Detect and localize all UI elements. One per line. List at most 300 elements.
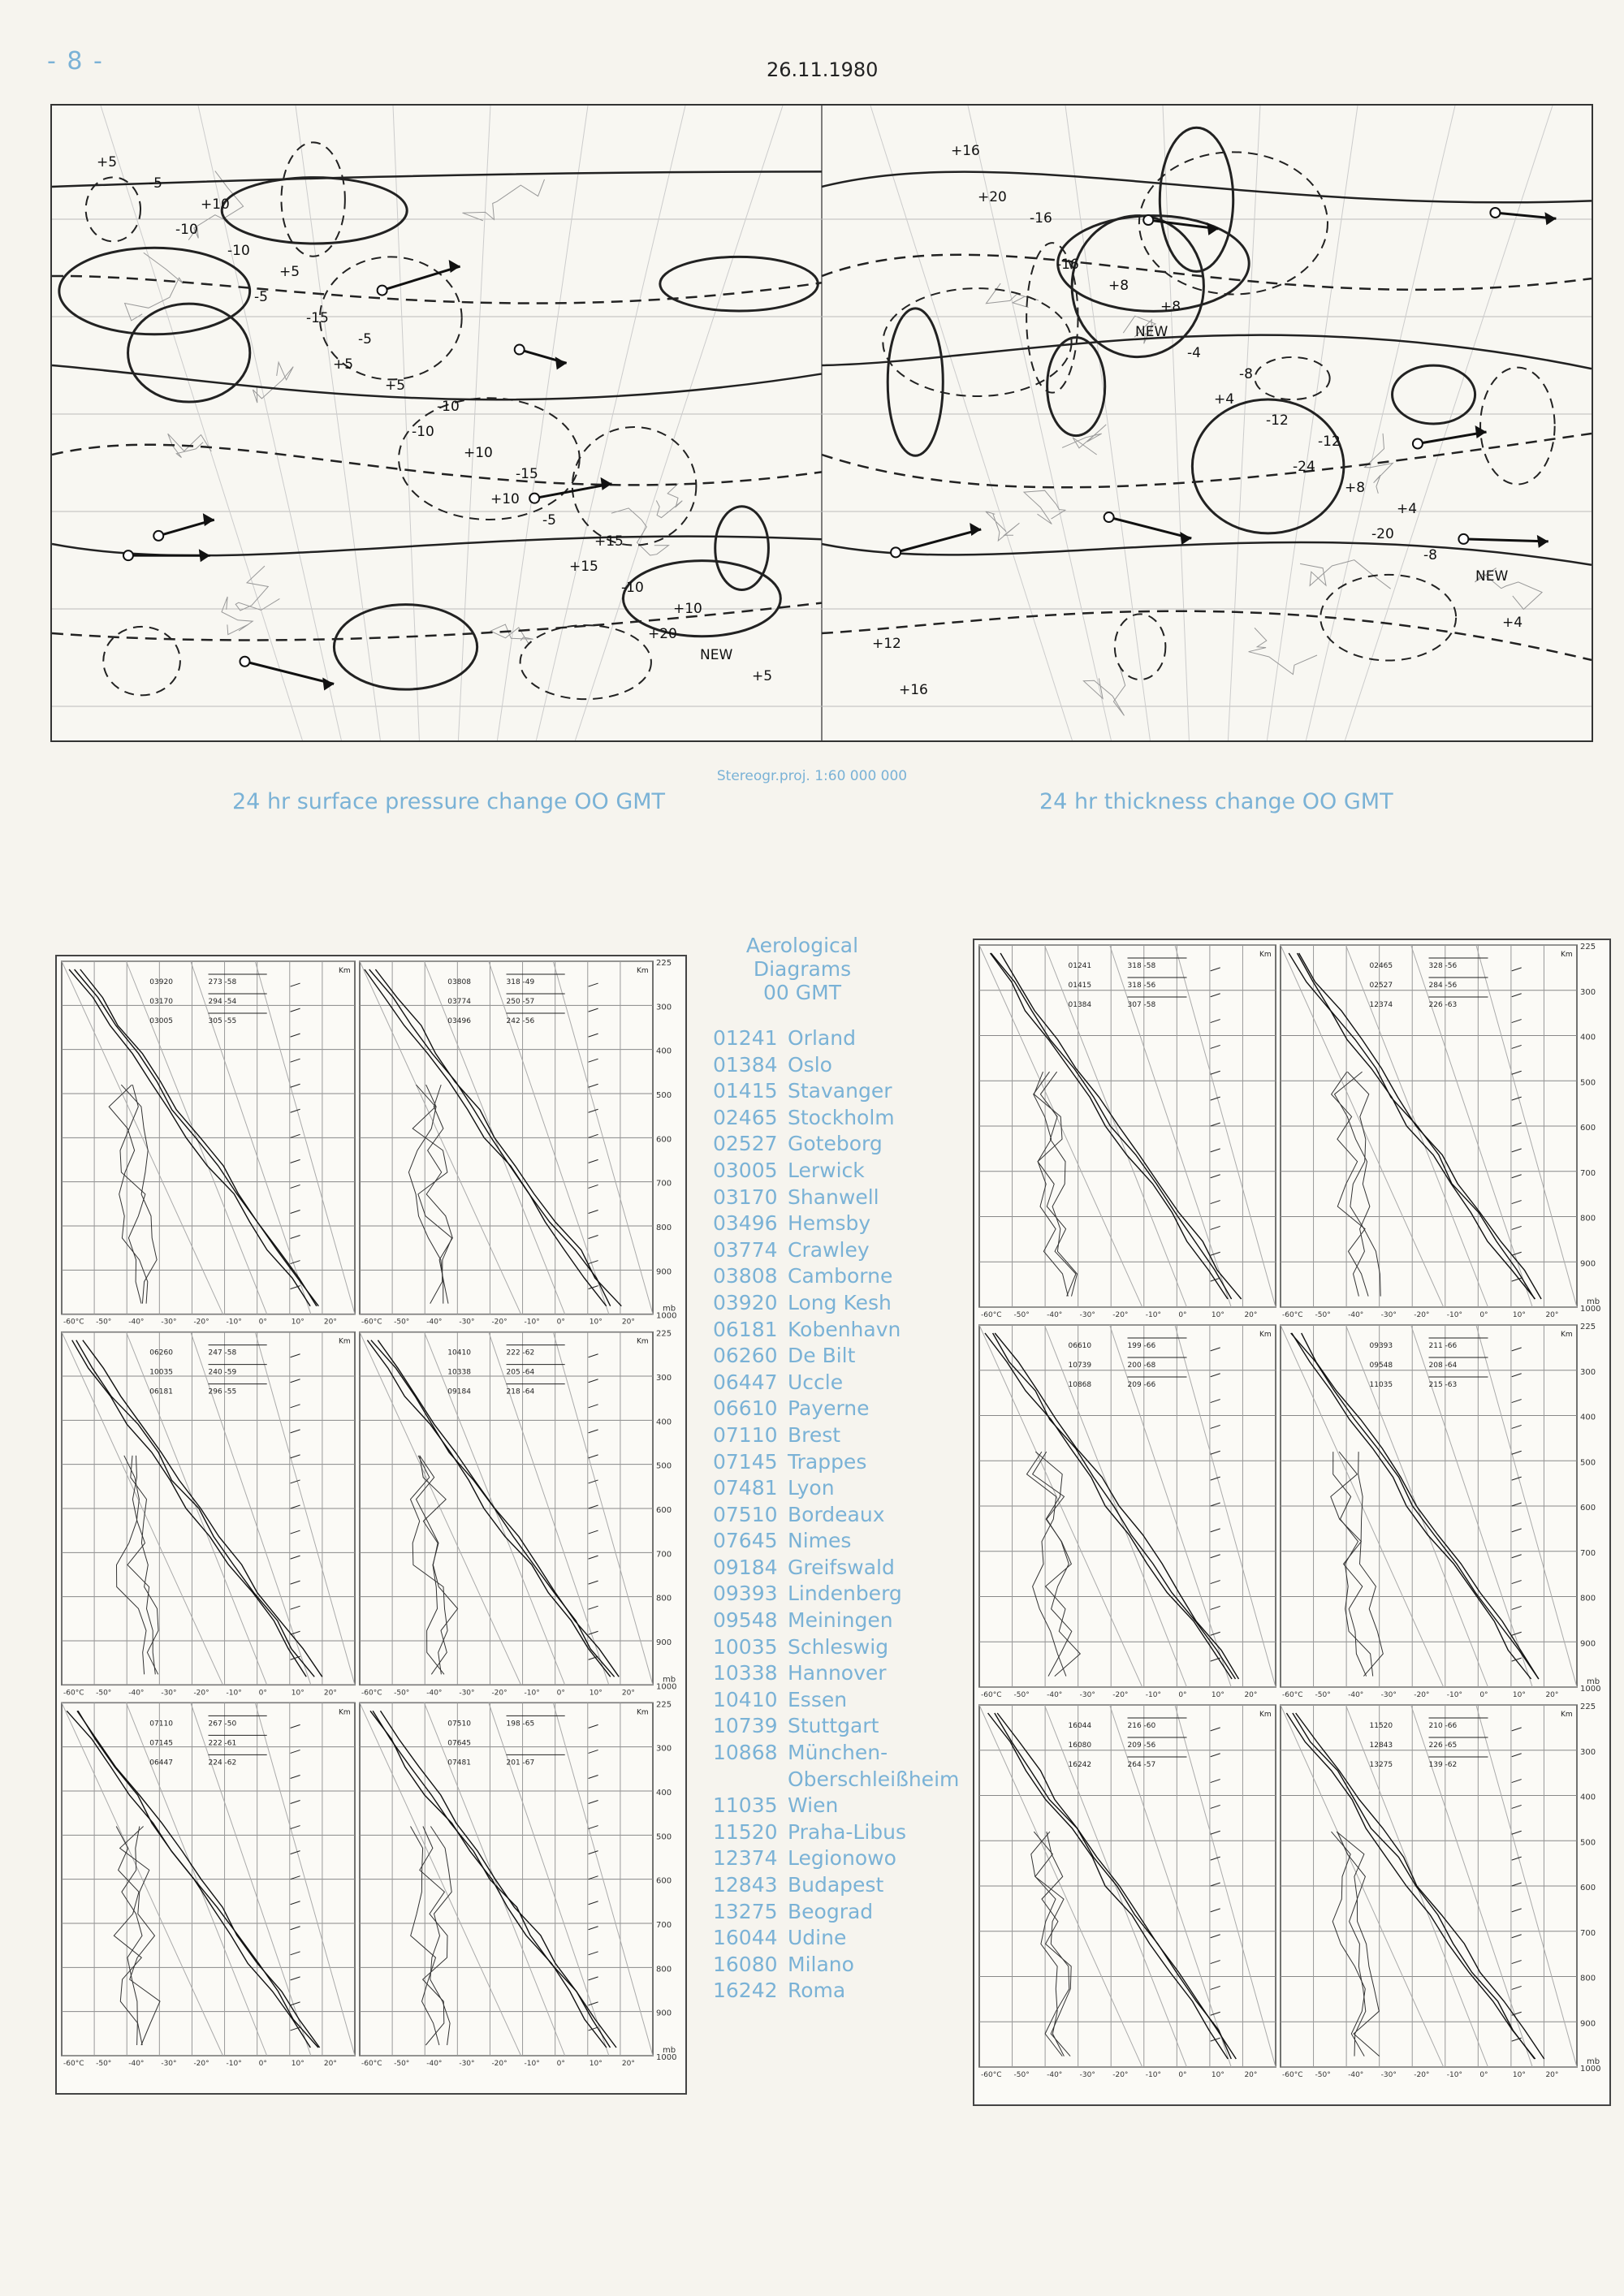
movement-arrow [1463, 539, 1548, 542]
wind-barb [1211, 1477, 1220, 1480]
station-name: Long Kesh [788, 1290, 892, 1314]
map-value-label: +5 [385, 378, 406, 394]
temperature-tick-label: 0° [1479, 2071, 1488, 2079]
map-value-label: -20 [1371, 526, 1394, 542]
aerological-panel [360, 1330, 676, 1698]
movement-arrow [244, 662, 334, 684]
temperature-tick-label: -20° [491, 2060, 508, 2068]
dewpoint-profile [1033, 1452, 1072, 1677]
temperature-tick-label: 20° [1244, 1311, 1258, 1319]
temperature-tick-label: -40° [426, 1318, 443, 1327]
wind-barb [291, 1354, 300, 1357]
temperature-tick-label: 10° [1211, 1691, 1224, 1699]
km-axis-label: Km [637, 1337, 649, 1346]
pressure-tick-label: 400 [1580, 1033, 1596, 1042]
tropopause-value: 201 -67 [506, 1759, 535, 1767]
map-value-label: +15 [594, 533, 624, 550]
station-row [713, 1581, 957, 1608]
map-value-label: -10 [412, 424, 434, 440]
coastline [222, 597, 253, 635]
pressure-tick-label: 400 [1580, 1413, 1596, 1422]
temperature-tick-label: -10° [226, 1689, 242, 1698]
temperature-tick-label: -60°C [63, 1689, 84, 1698]
station-code: 09548 [713, 1608, 778, 1633]
negative-isopleth [572, 427, 697, 546]
station-code: 11035 [713, 1793, 778, 1818]
wind-barb [1211, 1606, 1220, 1609]
wind-barb [1512, 1252, 1522, 1255]
wind-barb [1512, 1045, 1522, 1048]
map-value-label: -5 [254, 289, 268, 305]
negative-isopleth [1480, 368, 1555, 485]
station-name: Crawley [788, 1237, 870, 1262]
station-row [713, 1925, 957, 1952]
station-code: 10868 [713, 1741, 778, 1765]
wind-barb [1512, 1754, 1522, 1757]
positive-isopleth [128, 304, 250, 402]
coastline [463, 179, 545, 221]
panel-station-code: 12374 [1369, 1001, 1393, 1009]
panel-station-code: 07110 [149, 1720, 173, 1728]
map-value-label: -12 [1266, 412, 1289, 429]
km-axis-label: Km [339, 967, 351, 975]
wind-barb [589, 1505, 598, 1508]
station-list [713, 1025, 960, 2005]
panel-station-code: 10739 [1068, 1362, 1092, 1370]
temperature-tick-label: -30° [1079, 1691, 1095, 1699]
aerological-panel [62, 961, 355, 1327]
pressure-tick-label: 300 [656, 1744, 672, 1754]
panel-station-code: 06260 [149, 1349, 173, 1357]
temperature-tick-label: 20° [1545, 1691, 1559, 1699]
temperature-tick-label: 0° [556, 2060, 565, 2068]
wind-barb [589, 1286, 598, 1289]
panel-station-code: 12843 [1369, 1741, 1393, 1750]
station-row [713, 1872, 957, 1899]
aerological-panel [979, 945, 1276, 1319]
map-value-label: -10 [437, 399, 460, 415]
pressure-tick-label: 800 [1580, 1594, 1596, 1603]
temperature-tick-label: -30° [1079, 2071, 1095, 2079]
wind-barb [589, 983, 598, 986]
station-code: 03496 [713, 1211, 778, 1236]
temperature-tick-label: -30° [1380, 2071, 1397, 2079]
thickness-change-caption: 24 hr thickness change OO GMT [1039, 789, 1393, 814]
dewpoint-profile [411, 1456, 448, 1675]
tropopause-value: 215 -63 [1428, 1381, 1458, 1389]
temperature-tick-label: -60°C [361, 1689, 382, 1698]
km-axis-label: Km [1259, 951, 1272, 959]
map-value-label: +15 [569, 559, 598, 575]
panel-station-code: 10410 [447, 1349, 471, 1357]
wind-barb [1512, 1503, 1522, 1506]
dewpoint-profile [1031, 1832, 1069, 2056]
wind-barb [589, 1530, 598, 1534]
wind-barb [291, 1876, 300, 1880]
station-name: Nimes [788, 1529, 852, 1553]
station-row [713, 1211, 957, 1237]
wind-barb [1211, 1226, 1220, 1229]
map-value-label: +16 [951, 143, 980, 159]
temperature-tick-label: -20° [491, 1689, 508, 1698]
map-value-label: -24 [1293, 459, 1315, 475]
map-value-label: +10 [673, 601, 702, 617]
aerological-panel [979, 1705, 1276, 2079]
dewpoint-profile [120, 1827, 160, 2046]
station-row [713, 1422, 957, 1449]
tropopause-value: 240 -59 [208, 1368, 237, 1377]
dewpoint-profile [114, 1827, 142, 2046]
station-name: Schleswig [788, 1634, 889, 1659]
station-code: 12843 [713, 1873, 778, 1897]
station-code: 07481 [713, 1476, 778, 1500]
temperature-tick-label: -20° [1414, 1311, 1430, 1319]
wind-barb [589, 1724, 598, 1728]
pressure-tick-label: 800 [656, 1594, 672, 1603]
station-row [713, 1131, 957, 1158]
temperature-tick-label: 20° [1545, 2071, 1559, 2079]
temperature-tick-label: -50° [1013, 2071, 1030, 2079]
mb-unit-label: mb [663, 1675, 676, 1685]
legend-title [680, 934, 924, 1004]
wind-barb [1512, 1606, 1522, 1609]
isopleth [52, 537, 822, 556]
tropopause-value: 294 -54 [208, 998, 237, 1006]
aerological-panel [1281, 1703, 1600, 2079]
wind-barb [589, 1084, 598, 1087]
map-value-label: -15 [306, 310, 329, 326]
wind-barb [589, 1109, 598, 1112]
wind-barb [1512, 1226, 1522, 1229]
temperature-tick-label: -10° [524, 2060, 540, 2068]
station-name: München- [788, 1741, 888, 1765]
map-value-label: +5 [333, 356, 354, 373]
map-value-label: +20 [978, 189, 1007, 205]
wind-barb [589, 1134, 598, 1137]
panel-station-code: 11520 [1369, 1722, 1393, 1730]
temperature-tick-label: 20° [323, 1318, 337, 1327]
station-code: 06181 [713, 1317, 778, 1341]
meridian-line [1163, 106, 1189, 740]
station-code: 12374 [713, 1846, 778, 1871]
wind-barb [589, 1775, 598, 1778]
meridian-line [575, 106, 783, 740]
map-value-label: -15 [516, 466, 538, 482]
tropopause-value: 200 -68 [1127, 1362, 1156, 1370]
movement-arrow [382, 266, 460, 291]
temperature-tick-label: 0° [1479, 1691, 1488, 1699]
temperature-tick-label: 0° [1178, 1691, 1187, 1699]
pressure-tick-label: 400 [1580, 1793, 1596, 1802]
wind-barb [589, 1801, 598, 1804]
tropopause-value: 284 -56 [1428, 982, 1458, 990]
panel-station-code: 07645 [447, 1739, 471, 1748]
station-name: Lerwick [788, 1158, 865, 1182]
pressure-tick-label: 300 [656, 1374, 672, 1383]
wind-barb [1211, 1425, 1220, 1428]
panel-station-code: 02527 [1369, 982, 1393, 990]
wind-barb [589, 2002, 598, 2005]
station-name: Camborne [788, 1264, 893, 1288]
wind-barb [291, 1109, 300, 1112]
station-name: Brest [788, 1422, 841, 1447]
temperature-tick-label: -20° [1112, 1311, 1129, 1319]
station-name: Stockholm [788, 1105, 895, 1129]
tropopause-value: 273 -58 [208, 978, 237, 986]
map-value-label: +4 [1502, 615, 1523, 631]
coastline [235, 566, 279, 611]
wind-barb [589, 1480, 598, 1483]
panel-station-code: 01384 [1068, 1001, 1092, 1009]
temperature-tick-label: -60°C [361, 2060, 382, 2068]
wind-barb [1211, 1503, 1220, 1506]
pressure-tick-label: 600 [656, 1876, 672, 1886]
wind-barb [1512, 1805, 1522, 1808]
pressure-tick-label: 600 [1580, 1504, 1596, 1513]
station-code: 16080 [713, 1952, 778, 1976]
tropopause-value: 209 -66 [1127, 1381, 1156, 1389]
isopleth [822, 611, 1592, 660]
arrowhead [1537, 535, 1548, 548]
wind-barb [589, 1185, 598, 1188]
temperature-tick-label: 10° [589, 1318, 603, 1327]
temperature-tick-label: 0° [258, 1689, 267, 1698]
arrowhead [322, 677, 334, 690]
wind-barb [1211, 1935, 1220, 1938]
panel-station-code: 16242 [1068, 1761, 1092, 1769]
station-name: Legionowo [788, 1846, 896, 1871]
arrowhead [199, 549, 210, 562]
temperature-tick-label: -30° [161, 1318, 177, 1327]
tropopause-value: 307 -58 [1127, 1001, 1156, 1009]
aerological-diagrams-left [55, 955, 687, 2095]
pressure-tick-label: 600 [656, 1506, 672, 1515]
wind-barb [589, 1455, 598, 1458]
dewpoint-profile [420, 1827, 447, 2046]
pressure-tick-label: 300 [656, 1003, 672, 1012]
panel-station-code: 16080 [1068, 1741, 1092, 1750]
wind-barb [1211, 1728, 1220, 1731]
map-value-label: -10 [175, 222, 198, 238]
station-name: Trappes [788, 1449, 867, 1474]
mb-unit-label: mb [663, 1304, 676, 1314]
dewpoint-profile [122, 1827, 142, 2046]
map-value-label: -16 [1056, 257, 1079, 273]
maps-drawing [52, 106, 1592, 740]
wind-barb [291, 1927, 300, 1930]
dewpoint-profile [1027, 1452, 1066, 1677]
pressure-tick-label: 225 [1580, 1323, 1596, 1331]
arrowhead [1207, 222, 1218, 235]
km-axis-label: Km [1561, 1331, 1573, 1339]
map-value-label: +4 [1214, 391, 1235, 408]
map-value-label: +8 [1160, 299, 1181, 315]
diagrams-left-drawing [57, 956, 685, 2093]
wind-barb [1211, 1071, 1220, 1074]
tropopause-value: 264 -57 [1127, 1761, 1156, 1769]
temperature-tick-label: 0° [556, 1689, 565, 1698]
station-name: Bordeaux [788, 1502, 885, 1526]
temperature-tick-label: -10° [226, 1318, 242, 1327]
temperature-tick-label: -10° [226, 2060, 242, 2068]
aerological-panel [62, 1332, 355, 1698]
wind-barb [1211, 1045, 1220, 1048]
tropopause-value: 198 -65 [506, 1720, 535, 1728]
station-name: Stuttgart [788, 1714, 879, 1738]
pressure-tick-label: 400 [656, 1418, 672, 1427]
temperature-tick-label: 0° [1178, 1311, 1187, 1319]
map-value-label: +5 [279, 264, 300, 280]
temperature-tick-label: 20° [621, 1318, 635, 1327]
temperature-tick-label: 10° [1512, 1311, 1526, 1319]
station-code: 03920 [713, 1290, 778, 1314]
pressure-tick-label: 700 [656, 1179, 672, 1189]
temperature-tick-label: 20° [1545, 1311, 1559, 1319]
pressure-tick-label: 500 [656, 1832, 672, 1842]
wind-barb [1211, 1097, 1220, 1100]
temperature-tick-label: -50° [1013, 1691, 1030, 1699]
station-row [713, 1449, 957, 1476]
surface-pressure-change-map [52, 106, 822, 740]
temperature-tick-label: -10° [1446, 2071, 1462, 2079]
dewpoint-profile [426, 1085, 452, 1304]
coastline [1062, 425, 1106, 455]
temperature-tick-label: -10° [1446, 1691, 1462, 1699]
temperature-tick-label: 10° [291, 1689, 304, 1698]
wind-barb [589, 1606, 598, 1609]
map-value-label: -8 [1239, 366, 1253, 382]
station-row [713, 1185, 957, 1211]
temperature-tick-label: -40° [1047, 1691, 1063, 1699]
station-row [713, 1899, 957, 1926]
temperature-tick-label: -60°C [63, 2060, 84, 2068]
temperature-tick-label: -60°C [981, 1691, 1002, 1699]
tropopause-value: 318 -56 [1127, 982, 1156, 990]
panel-station-code: 03005 [149, 1017, 173, 1025]
wind-barb [1211, 1400, 1220, 1403]
station-name: Hemsby [788, 1211, 871, 1236]
wind-barb [291, 1008, 300, 1012]
temperature-tick-label: 20° [1244, 2071, 1258, 2079]
wind-barb [291, 983, 300, 986]
tropopause-value: 218 -64 [506, 1388, 535, 1396]
positive-isopleth [888, 309, 943, 455]
temperature-tick-label: -10° [1145, 1311, 1161, 1319]
tropopause-value: 242 -56 [506, 1017, 535, 1025]
panel-station-code: 03170 [149, 998, 173, 1006]
station-name: Shanwell [788, 1185, 879, 1209]
wind-barb [1211, 1805, 1220, 1808]
coastline [656, 484, 682, 518]
wind-barb [1211, 1529, 1220, 1532]
station-name: De Bilt [788, 1344, 856, 1368]
wind-barb [589, 1901, 598, 1905]
tropopause-value: 328 -56 [1428, 962, 1458, 970]
track-point [1104, 512, 1114, 522]
station-code: 07145 [713, 1449, 778, 1474]
panel-station-code: 01415 [1068, 982, 1092, 990]
tropopause-value: 211 -66 [1428, 1342, 1458, 1350]
wind-barb [1211, 1986, 1220, 1989]
wind-barb [1512, 1400, 1522, 1403]
legend-title-line: 00 GMT [763, 981, 841, 1004]
arrowhead [970, 523, 981, 536]
pressure-tick-label: 300 [1580, 987, 1596, 997]
wind-barb [1512, 1348, 1522, 1351]
station-name: Lindenberg [788, 1582, 902, 1606]
wind-barb [291, 1455, 300, 1458]
track-point [153, 531, 163, 541]
panel-station-code: 07481 [447, 1759, 471, 1767]
coastline [1024, 490, 1065, 524]
wind-barb [1211, 994, 1220, 997]
isopleth [52, 171, 822, 187]
wind-barb [1211, 1632, 1220, 1635]
wind-barb [1211, 1581, 1220, 1584]
track-point [378, 286, 387, 296]
track-point [240, 657, 249, 667]
tropopause-value: 296 -55 [208, 1388, 237, 1396]
wind-barb [1211, 1555, 1220, 1558]
temperature-tick-label: -30° [1380, 1691, 1397, 1699]
map-value-label: +5 [97, 154, 118, 170]
coastline [253, 362, 293, 403]
map-value-label: -4 [1187, 345, 1201, 361]
station-name: Lyon [788, 1476, 835, 1500]
wind-barb [291, 1261, 300, 1264]
pressure-tick-label: 600 [656, 1135, 672, 1145]
station-code: 16242 [713, 1979, 778, 2003]
map-value-label: NEW [1475, 568, 1509, 585]
panel-station-code: 03808 [447, 978, 471, 986]
pressure-tick-label: 225 [656, 1329, 672, 1339]
map-value-label: +12 [872, 636, 901, 652]
panel-station-code: 09548 [1369, 1362, 1393, 1370]
station-name: Goteborg [788, 1132, 883, 1156]
panel-station-code: 10868 [1068, 1381, 1092, 1389]
aerological-panel [1281, 943, 1600, 1319]
pressure-tick-label: 225 [1580, 1703, 1596, 1711]
station-name: Udine [788, 1926, 847, 1950]
station-name: Meiningen [788, 1608, 893, 1633]
station-row [713, 1475, 957, 1502]
station-code: 06610 [713, 1396, 778, 1421]
panel-station-code: 06610 [1068, 1342, 1092, 1350]
wind-barb [291, 1826, 300, 1829]
panel-station-code: 10338 [447, 1368, 471, 1377]
map-value-label: +20 [648, 626, 677, 642]
wind-barb [1512, 1149, 1522, 1152]
pressure-tick-label: 1000 [1580, 2065, 1601, 2074]
temperature-tick-label: 0° [556, 1318, 565, 1327]
km-axis-label: Km [1259, 1331, 1272, 1339]
wind-barb [291, 1901, 300, 1905]
wind-barb [291, 1134, 300, 1137]
track-point [529, 494, 539, 503]
wind-barb [1512, 1020, 1522, 1023]
station-row [713, 1634, 957, 1661]
station-row [713, 1158, 957, 1185]
wind-barb [291, 1581, 300, 1584]
temperature-tick-label: 10° [1211, 1311, 1224, 1319]
wind-barb [1211, 1754, 1220, 1757]
temperature-tick-label: -50° [394, 1689, 410, 1698]
dewpoint-profile [430, 1827, 451, 2046]
station-name: Praha-Libus [788, 1819, 907, 1844]
temperature-tick-label: 10° [1512, 1691, 1526, 1699]
isopleth [52, 445, 822, 486]
wind-barb [1211, 2012, 1220, 2015]
